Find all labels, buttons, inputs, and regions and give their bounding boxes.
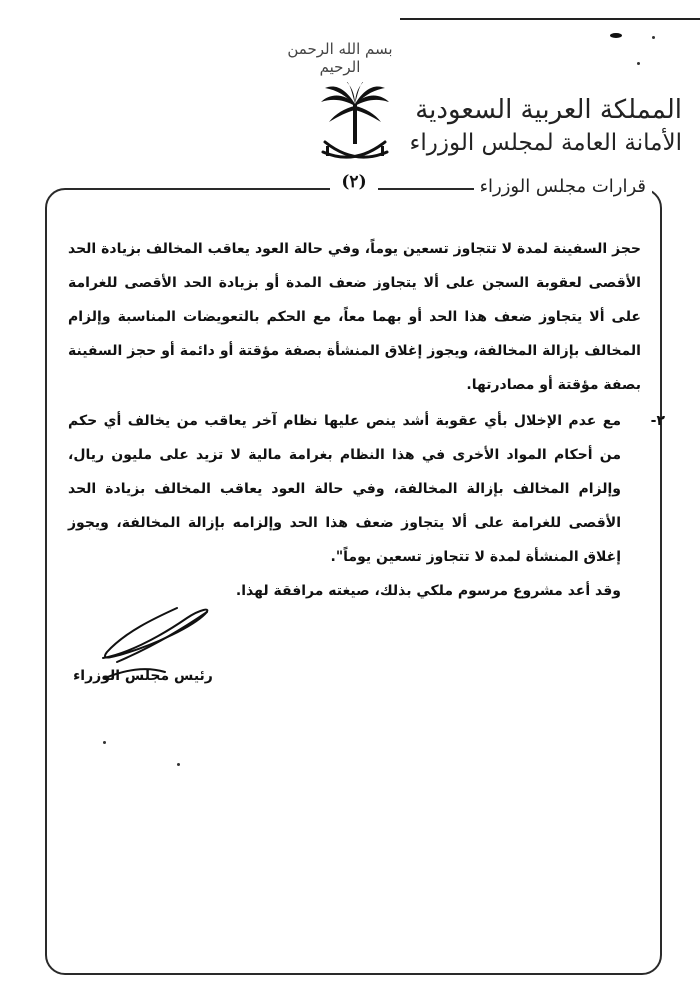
- secretariat-heading: الأمانة العامة لمجلس الوزراء: [409, 130, 682, 156]
- closing-paragraph: وقد أعد مشروع مرسوم ملكي بذلك، صيغته مرافقة لهذا.: [235, 583, 621, 599]
- top-rule: [400, 18, 700, 20]
- page-number: (٢): [330, 172, 378, 192]
- item-number: ٢-: [650, 413, 665, 429]
- signatory-title: رئيس مجلس الوزراء: [73, 668, 213, 684]
- ink-speck: [637, 62, 640, 65]
- item-text: مع عدم الإخلال بأي عقوبة أشد ينص عليها نظام آخر يعاقب من يخالف أي حكم من أحكام المواد الأخرى في هذا النظام بغرامة مالية لا تزيد على مليون ريال، وإلزام المخالف بإزالة المخالفة، وفي حالة العود يعاقب المخالف بزيادة الحد الأقصى للغرامة على ألا يتجاوز ضعف هذا الحد وإلزامه بإزالة المخالفة، ويجوز إغلاق المنشأة لمدة لا تتجاوز تسعين يوماً".: [68, 413, 621, 565]
- continued-paragraph: حجز السفينة لمدة لا تتجاوز تسعين يوماً، وفي حالة العود يعاقب المخالف بزيادة الحد الأقصى لعقوبة السجن على ألا يتجاوز ضعف المدة أو بزيادة الحد الأقصى للغرامة على ألا يتجاوز ضعف هذا الحد أو بهما معاً، مع الحكم بالتعويضات المناسبة وإلزام المخالف بإزالة المخالفة، ويجوز إغلاق المنشأة بصفة مؤقتة أو دائمة أو حجز السفينة بصفة مؤقتة أو مصادرتها.: [68, 241, 641, 393]
- list-item: [68, 404, 665, 574]
- kingdom-heading: المملكة العربية السعودية: [415, 95, 682, 125]
- palm-swords-emblem-icon: [315, 82, 395, 172]
- ink-speck: [652, 36, 655, 39]
- ink-mark: [610, 33, 622, 38]
- basmala: بسم الله الرحمن الرحيم: [287, 40, 393, 76]
- document-body: [68, 232, 665, 608]
- series-label: قرارات مجلس الوزراء: [474, 176, 652, 197]
